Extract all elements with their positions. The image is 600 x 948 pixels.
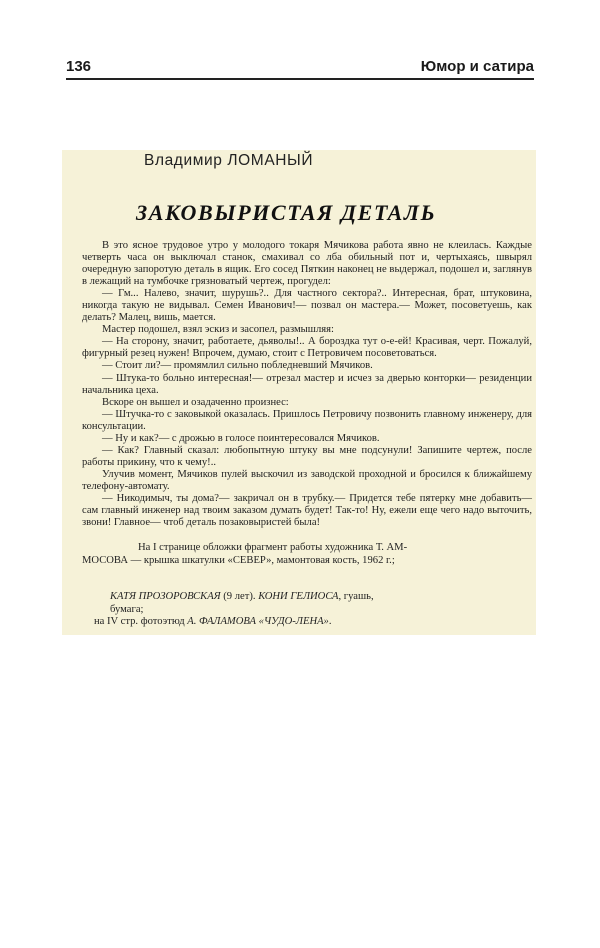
page-number: 136 bbox=[66, 58, 92, 75]
paragraph: — Как? Главный сказал: любопытную штуку вы мне подсунули! Запишите чертеж, после работы прикину, что к чему!.. bbox=[82, 444, 532, 468]
photographer-name: А. ФАЛАМОВА «ЧУДО-ЛЕНА» bbox=[187, 616, 329, 627]
paragraph: — Штучка-то с заковыкой оказалась. Пришлось Петровичу позвонить главному инженеру, для консультации. bbox=[82, 408, 532, 432]
artwork-medium: , гуашь, bbox=[338, 591, 374, 602]
paragraph: Вскоре он вышел и озадаченно произнес: bbox=[102, 396, 289, 408]
cover-credits bbox=[82, 542, 532, 629]
cover-credit-line: бумага; bbox=[110, 603, 144, 615]
artist-name: КАТЯ ПРОЗОРОВСКАЯ bbox=[110, 591, 221, 602]
paragraph: — Гм... Налево, значит, шурушь?.. Для частного сектора?.. Интересная, брат, штуковина, никогда такую не видывал. Семен Иванович!— позвал он мастера.— Может, посоветуешь, как делать? Малец, вишь, мается. bbox=[82, 288, 532, 324]
author-first-name: Владимир bbox=[144, 152, 223, 169]
artist-age: (9 лет). bbox=[220, 591, 259, 602]
section-title: Юмор и сатира bbox=[420, 58, 534, 75]
author-name bbox=[144, 152, 313, 170]
cover-credit-line bbox=[82, 616, 532, 629]
paragraph: — Штука-то больно интересная!— отрезал мастер и исчез за дверью конторки— резиденции начальника цеха. bbox=[82, 372, 532, 396]
paragraph: Улучив момент, Мячиков пулей выскочил из заводской проходной и бросился к ближайшему телефону-автомату. bbox=[82, 468, 532, 492]
photo-credit-tail: . bbox=[328, 616, 332, 627]
paragraph: Мастер подошел, взял эскиз и засопел, размышляя: bbox=[102, 324, 334, 336]
article-title: ЗАКОВЫРИСТАЯ ДЕТАЛЬ bbox=[136, 200, 437, 225]
artwork-title: КОНИ ГЕЛИОСА bbox=[258, 591, 339, 602]
paragraph: В это ясное трудовое утро у молодого токаря Мячикова работа явно не клеилась. Каждые четверть часа он выключал станок, смахивал со лба обильный пот и, чертыхаясь, швырял очередную запоротую деталь в ящик. Его сосед Пяткин наконец не выдержал, подошел и, заглянув в лежащий на тумбочке грязноватый чертеж, прогудел: bbox=[82, 240, 532, 288]
header-rule bbox=[66, 78, 534, 80]
paragraph: — Никодимыч, ты дома?— закричал он в трубку.— Придется тебе пятерку мне добавить— сам главный инженер над твоим заказом думать будет! Так-то! Ну, ежели еще чего надо выточить, звони! Главное— чтоб деталь позаковыристей была! bbox=[82, 492, 532, 529]
paragraph: — На сторону, значит, работаете, дьяволы!.. А бороздка тут о-е-ей! Красивая, черт. Пожалуй, фигурный резец нужен! Впрочем, думаю, стоит с Петровичем посоветоваться. bbox=[82, 336, 532, 360]
author-last-name: ЛОМАНЫЙ bbox=[227, 152, 314, 169]
page-header bbox=[66, 58, 534, 78]
paragraph: — Стоит ли?— промямлил сильно побледневший Мячиков. bbox=[102, 360, 373, 372]
paragraph: — Ну и как?— с дрожью в голосе поинтересовался Мячиков. bbox=[102, 432, 380, 444]
cover-credit-line: МОСОВА — крышка шкатулки «СЕВЕР», мамонтовая кость, 1962 г.; bbox=[82, 554, 395, 566]
photo-credit-prefix: на IV стр. фотоэтюд bbox=[94, 616, 188, 627]
article-body bbox=[82, 240, 532, 529]
cover-credit-line: На I странице обложки фрагмент работы художника Т. АМ- bbox=[138, 542, 408, 553]
cover-credit-line bbox=[82, 591, 532, 604]
